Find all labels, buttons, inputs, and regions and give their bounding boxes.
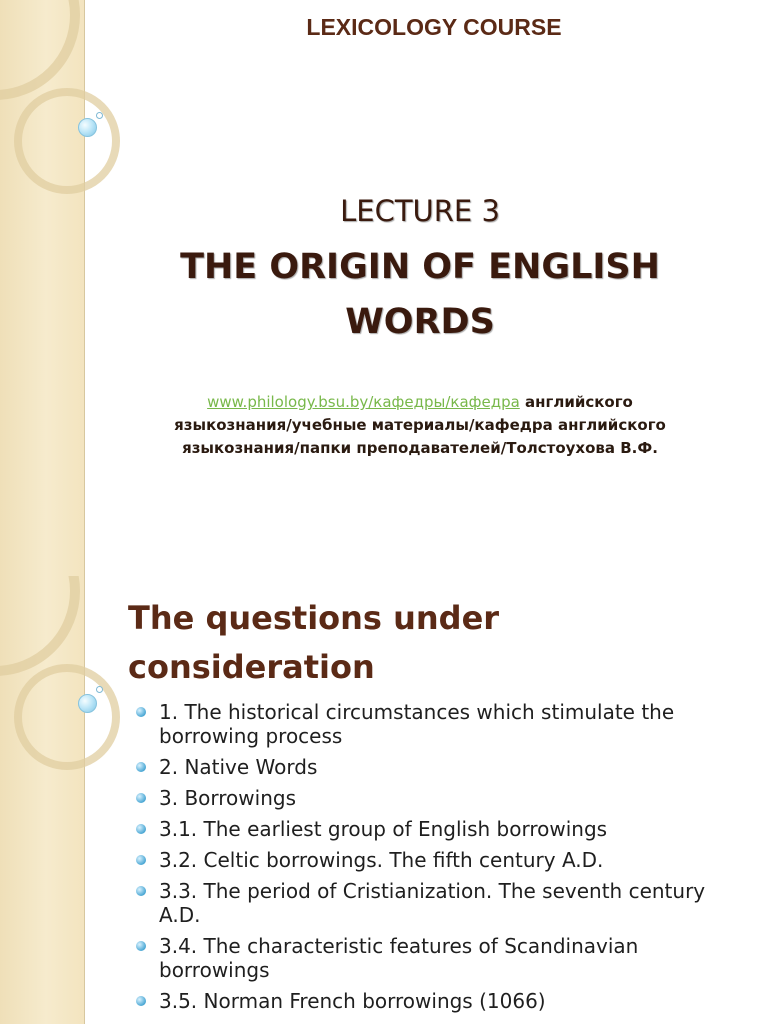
list-item: 3. Borrowings (136, 786, 746, 810)
list-item: 3.1. The earliest group of English borrowings (136, 817, 746, 841)
lecture-title-line-2: WORDS (345, 302, 495, 342)
strip-divider (84, 576, 85, 1024)
decorative-ring (14, 88, 120, 194)
materials-path (96, 391, 744, 460)
slide-2 (0, 576, 768, 1024)
list-item: 3.3. The period of Cristianization. The seventh century A.D. (136, 879, 746, 927)
list-item: 3.5. Norman French borrowings (1066) (136, 989, 746, 1013)
lecture-title-line-1: THE ORIGIN OF ENGLISH (180, 247, 660, 287)
list-item: 3.2. Celtic borrowings. The fifth century A.D. (136, 848, 746, 872)
list-item: 3.4. The characteristic features of Scandinavian borrowings (136, 934, 746, 982)
course-title: LEXICOLOGY COURSE (306, 14, 562, 40)
small-dot-icon (96, 112, 103, 119)
path-line-2: языкознания/учебные материалы/кафедра английского (174, 416, 666, 434)
lecture-title (84, 240, 756, 350)
path-line-3: языкознания/папки преподавателей/Толстоухова В.Ф. (182, 439, 658, 457)
lecture-label: LECTURE 3 (340, 194, 500, 228)
decorative-ring (14, 664, 120, 770)
list-item: 1. The historical circumstances which stimulate the borrowing process (136, 700, 746, 748)
questions-heading-line-2: consideration (128, 648, 375, 686)
questions-list (136, 700, 746, 1020)
philology-link[interactable]: www.philology.bsu.by/кафедры/кафедра (207, 393, 520, 411)
path-line-1: английского (519, 393, 633, 411)
bubble-icon (78, 694, 97, 713)
bubble-icon (78, 118, 97, 137)
questions-heading-line-1: The questions under (128, 599, 500, 637)
list-item: 2. Native Words (136, 755, 746, 779)
questions-heading (128, 594, 728, 692)
small-dot-icon (96, 686, 103, 693)
